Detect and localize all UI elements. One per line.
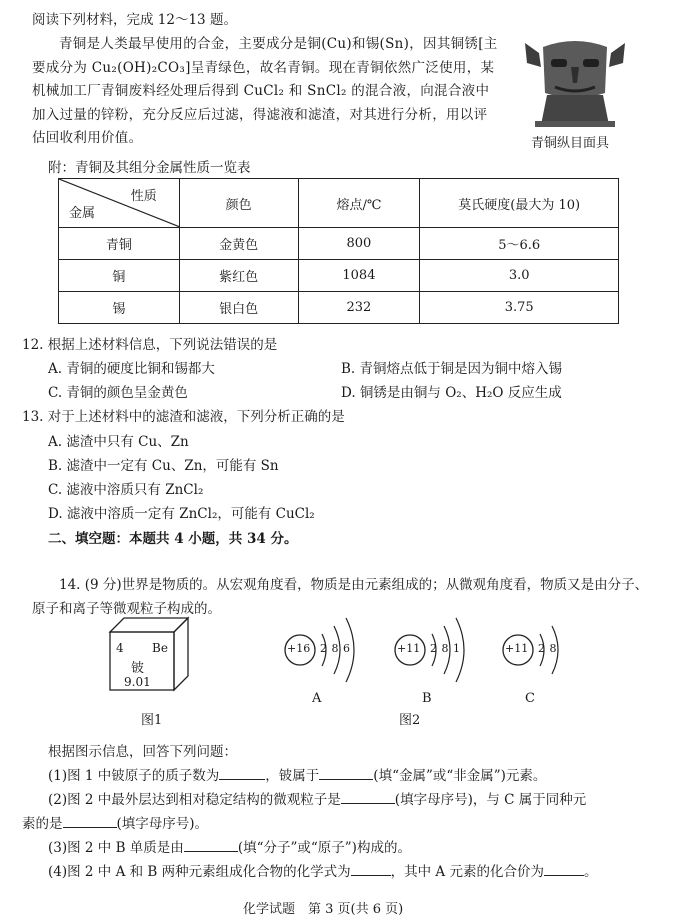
sub-question-2 bbox=[48, 788, 586, 808]
atom-b-shells: 2 8 1 bbox=[430, 642, 460, 655]
reading-intro: 阅读下列材料，完成 12～13 题。 bbox=[32, 12, 237, 28]
sub-question-1 bbox=[48, 764, 546, 784]
q1-text-c: (填“金属”或“非金属”)元素。 bbox=[373, 768, 547, 784]
element-name: 铍 bbox=[131, 661, 145, 676]
q4-text-b: ，其中 A 元素的化合价为 bbox=[390, 864, 544, 880]
sub-question-2-cont bbox=[22, 812, 208, 832]
q2-text-d: (填字母序号)。 bbox=[116, 816, 209, 832]
hardness-cell: 3.0 bbox=[420, 260, 619, 292]
atom-c-shells: 2 8 bbox=[538, 642, 557, 655]
q4-text-a: (4)图 2 中 A 和 B 两种元素组成化合物的化学式为 bbox=[48, 864, 351, 880]
q13-option-c: C. 滤液中溶质只有 ZnCl₂ bbox=[48, 482, 204, 498]
q12-option-c: C. 青铜的颜色呈金黄色 bbox=[48, 385, 188, 401]
question-12-stem: 12. 根据上述材料信息，下列说法错误的是 bbox=[22, 337, 278, 353]
metal-cell: 青铜 bbox=[59, 228, 180, 260]
melting-cell: 1084 bbox=[298, 260, 420, 292]
question-13-stem: 13. 对于上述材料中的滤渣和滤液，下列分析正确的是 bbox=[22, 409, 345, 425]
answer-blank[interactable] bbox=[544, 861, 584, 876]
question-14-stem: 14. (9 分)世界是物质的。从宏观角度看，物质是由元素组成的；从微观角度看，物质又是由分子、原子和离子等微观粒子构成的。 bbox=[32, 577, 649, 617]
color-cell: 紫红色 bbox=[179, 260, 298, 292]
properties-table bbox=[58, 178, 619, 324]
page-footer: 化学试题 第 3 页(共 6 页) bbox=[243, 902, 404, 917]
answer-blank[interactable] bbox=[63, 813, 117, 828]
metal-cell: 铜 bbox=[59, 260, 180, 292]
column-header: 莫氏硬度(最大为 10) bbox=[420, 179, 619, 228]
melting-cell: 800 bbox=[298, 228, 420, 260]
element-symbol: Be bbox=[152, 641, 168, 655]
table-header-row bbox=[59, 179, 619, 228]
atom-a-nucleus: +16 bbox=[287, 642, 311, 655]
atom-b-nucleus: +11 bbox=[397, 642, 421, 655]
answer-blank[interactable] bbox=[319, 765, 373, 780]
header-corner-bottom: 金属 bbox=[69, 206, 96, 221]
answer-blank[interactable] bbox=[184, 837, 238, 852]
column-header: 颜色 bbox=[179, 179, 298, 228]
q2-text-b: (填字母序号)，与 C 属于同种元 bbox=[394, 792, 587, 808]
q12-option-d: D. 铜锈是由铜与 O₂、H₂O 反应生成 bbox=[341, 385, 562, 401]
bronze-mask-image bbox=[521, 33, 629, 129]
melting-cell: 232 bbox=[298, 292, 420, 324]
q13-option-b: B. 滤渣中一定有 Cu、Zn，可能有 Sn bbox=[48, 458, 279, 474]
q1-text-a: (1)图 1 中铍原子的质子数为 bbox=[48, 768, 220, 784]
section-2-heading: 二、填空题：本题共 4 小题，共 34 分。 bbox=[48, 531, 298, 547]
figure-1-label: 图1 bbox=[141, 713, 163, 728]
column-header: 熔点/℃ bbox=[298, 179, 420, 228]
q3-text-b: (填“分子”或“原子”)构成的。 bbox=[237, 840, 411, 856]
q2-text-c: 素的是 bbox=[22, 816, 63, 832]
hardness-cell: 5～6.6 bbox=[420, 228, 619, 260]
atom-b-label: B bbox=[422, 691, 432, 706]
atom-c-nucleus: +11 bbox=[505, 642, 529, 655]
answer-blank[interactable] bbox=[341, 789, 395, 804]
table-row bbox=[59, 292, 619, 324]
answer-blank[interactable] bbox=[219, 765, 265, 780]
q1-text-b: ，铍属于 bbox=[265, 768, 320, 784]
q4-text-c: 。 bbox=[583, 864, 598, 880]
q13-option-a: A. 滤渣中只有 Cu、Zn bbox=[48, 434, 189, 450]
figure-2-label: 图2 bbox=[399, 713, 421, 728]
metal-cell: 锡 bbox=[59, 292, 180, 324]
atom-c-label: C bbox=[525, 691, 535, 706]
atom-a-label: A bbox=[312, 691, 322, 706]
color-cell: 金黄色 bbox=[179, 228, 298, 260]
header-corner-top: 性质 bbox=[130, 189, 157, 204]
color-cell: 银白色 bbox=[179, 292, 298, 324]
header-corner-cell bbox=[59, 179, 180, 228]
table-title: 附：青铜及其组分金属性质一览表 bbox=[48, 160, 251, 176]
hardness-cell: 3.75 bbox=[420, 292, 619, 324]
q3-text-a: (3)图 2 中 B 单质是由 bbox=[48, 840, 184, 856]
sub-question-3 bbox=[48, 836, 411, 856]
q12-option-b: B. 青铜熔点低于铜是因为铜中熔入锡 bbox=[341, 361, 563, 377]
table-row bbox=[59, 260, 619, 292]
sub-question-4 bbox=[48, 860, 597, 880]
atomic-number: 4 bbox=[116, 641, 124, 655]
answer-blank[interactable] bbox=[351, 861, 391, 876]
atom-a-shells: 2 8 6 bbox=[320, 642, 350, 655]
table-row bbox=[59, 228, 619, 260]
atomic-mass: 9.01 bbox=[124, 675, 151, 689]
reading-passage: 青铜是人类最早使用的合金，主要成分是铜(Cu)和锡(Sn)，因其铜锈[主要成分为 Cu₂(OH)₂CO₃]呈青绿色，故名青铜。现在青铜依然广泛使用，某机械加工厂青铜废料经处理后得到 CuCl₂ 和 SnCl₂ 的混合液，向混合液中加入过量的锌粉，充分反应后过滤，得滤液和滤渣，对其进行分析，用以评估回收利用价值。 bbox=[32, 36, 498, 146]
q13-option-d: D. 滤液中溶质一定有 ZnCl₂，可能有 CuCl₂ bbox=[48, 506, 315, 522]
q2-text-a: (2)图 2 中最外层达到相对稳定结构的微观粒子是 bbox=[48, 792, 341, 808]
q12-option-a: A. 青铜的硬度比铜和锡都大 bbox=[48, 361, 215, 377]
image-caption: 青铜纵目面具 bbox=[531, 136, 610, 151]
questions-lead: 根据图示信息，回答下列问题： bbox=[48, 744, 237, 760]
